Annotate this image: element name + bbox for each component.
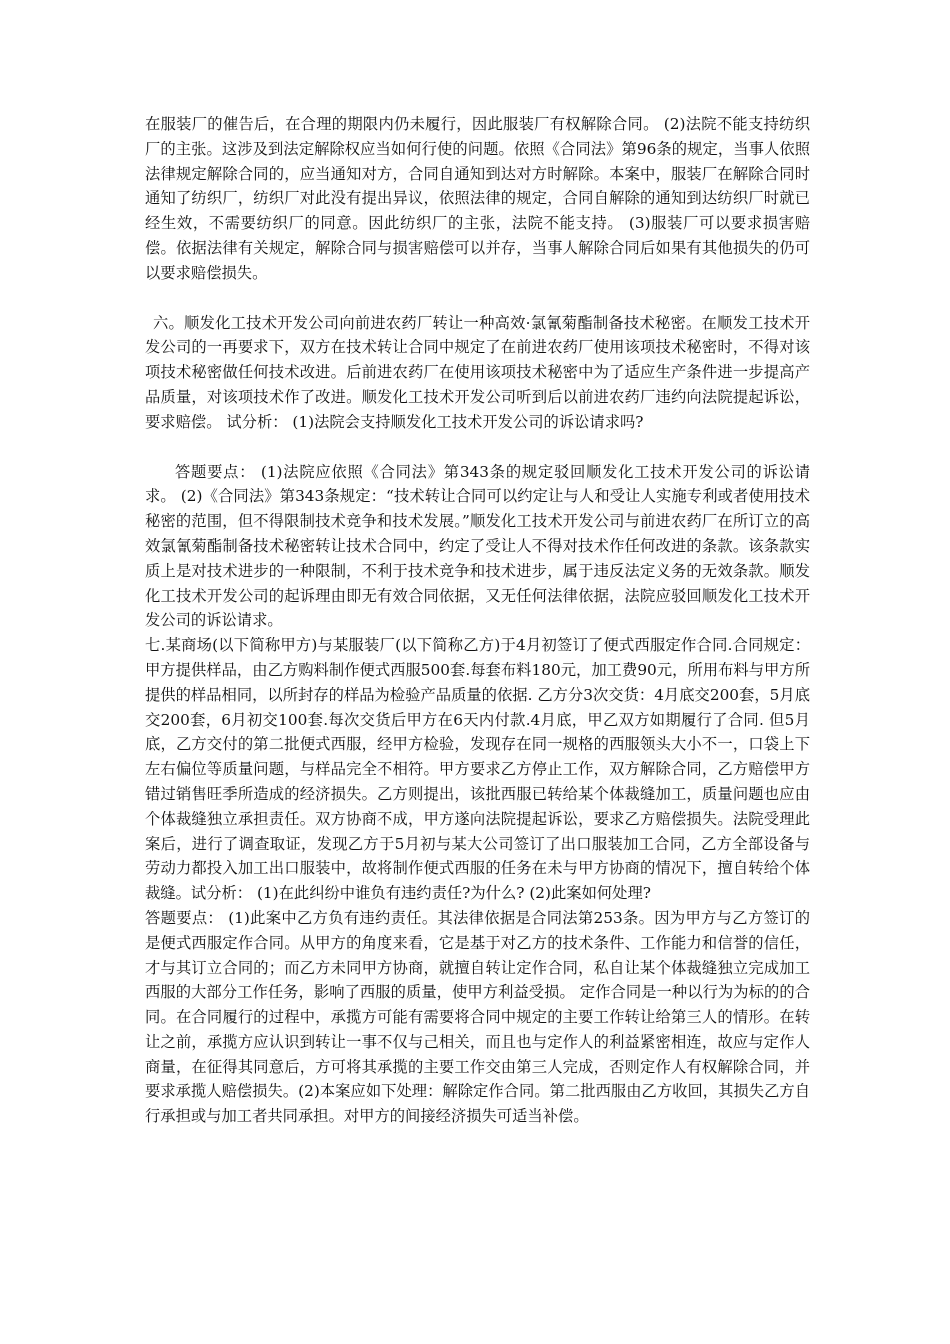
paragraph-5: 答题要点： (1)此案中乙方负有违约责任。其法律依据是合同法第253条。因为甲方与乙方签订的是便式西服定作合同。从甲方的角度来看，它是基于对乙方的技术条件、工作能力和信誉的信任，才与其订立合同的；而乙方未同甲方协商，就擅自转让定作合同，私自让某个体裁缝独立完成加工西服的大部分工作任务，影响了西服的质量，使甲方利益受损。 定作合同是一种以行为为标的的合同。在合同履行的过程中，承揽方可能有需要将合同中规定的主要工作转让给第三人的情形。在转让之前，承揽方应认识到转让一事不仅与己相关，而且也与定作人的利益紧密相连，故应与定作人商量，在征得其同意后，方可将其承揽的主要工作交由第三人完成，否则定作人有权解除合同，并要求承揽人赔偿损失。(2)本案应如下处理：解除定作合同。第二批西服由乙方收回，其损失乙方自行承担或与加工者共同承担。对甲方的间接经济损失可适当补偿。 (145, 908, 810, 1126)
paragraph-4: 七.某商场(以下简称甲方)与某服装厂(以下简称乙方)于4月初签订了便式西服定作合同.合同规定：甲方提供样品，由乙方购料制作便式西服500套.每套布料180元，加工费90元，所用布料与甲方所提供的样品相同，以所封存的样品为检验产品质量的依据. 乙方分3次交货：4月底交200套，5月底交200套，6月初交100套.每次交货后甲方在6天内付款.4月底，甲乙双方如期履行了合同. 但5月底，乙方交付的第二批便式西服，经甲方检验，发现存在同一规格的西服领头大小不一，口袋上下左右偏位等质量问题，与样品完全不相符。甲方要求乙方停止工作，双方解除合同，乙方赔偿甲方错过销售旺季所造成的经济损失。乙方则提出，该批西服已转给某个体裁缝加工，质量问题也应由个体裁缝独立承担责任。双方协商不成，甲方遂向法院提起诉讼，要求乙方赔偿损失。法院受理此案后，进行了调查取证，发现乙方于5月初与某大公司签订了出口服装加工合同，乙方全部设备与劳动力都投入加工出口服装中，故将制作便式西服的任务在未与甲方协商的情况下，擅自转给个体裁缝。试分析： (1)在此纠纷中谁负有违约责任?为什么? (2)此案如何处理? (145, 636, 810, 903)
paragraph-3: 答题要点： (1)法院应依照《合同法》第343条的规定驳回顺发化工技术开发公司的诉讼请求。 (2)《合同法》第343条规定：“技术转让合同可以约定让与人和受让人实施专利或者使用技术秘密的范围，但不得限制技术竞争和技术发展。”顺发化工技术开发公司与前进农药厂在所订立的高效氯氰菊酯制备技术秘密转让技术合同中，约定了受让人不得对技术作任何改进的条款。该条款实质上是对技术进步的一种限制，不利于技术竞争和技术进步，属于违反法定义务的无效条款。顺发化工技术开发公司的起诉理由即无有效合同依据，又无任何法律依据，法院应驳回顺发化工技术开发公司的诉讼请求。 (145, 462, 810, 630)
paragraph-spacer (145, 435, 810, 460)
paragraph-1: 在服装厂的催告后，在合理的期限内仍未履行，因此服装厂有权解除合同。 (2)法院不能支持纺织厂的主张。这涉及到法定解除权应当如何行使的问题。依照《合同法》第96条的规定，当事人依照法律规定解除合同的，应当通知对方，合同自通知到达对方时解除。本案中，服装厂在解除合同时通知了纺织厂，纺织厂对此没有提出异议，依照法律的规定，合同自解除的通知到达纺织厂时就已经生效，不需要纺织厂的同意。因此纺织厂的主张，法院不能支持。 (3)服装厂可以要求损害赔偿。依据法律有关规定，解除合同与损害赔偿可以并存，当事人解除合同后如果有其他损失的仍可以要求赔偿损失。 (145, 115, 810, 282)
paragraph-spacer (145, 286, 810, 311)
paragraph-2: 六。顺发化工技术开发公司向前进农药厂转让一种高效·氯氰菊酯制备技术秘密。在顺发工技术开发公司的一再要求下，双方在技术转让合同中规定了在前进农药厂使用该项技术秘密时，不得对该项技术秘密做任何技术改进。后前进农药厂在使用该项技术秘密中为了适应生产条件进一步提高产品质量，对该项技术作了改进。顺发化工技术开发公司听到后以前进农药厂违约向法院提起诉讼，要求赔偿。 试分析： (1)法院会支持顺发化工技术开发公司的诉讼请求吗? (145, 313, 810, 431)
document-page (145, 112, 810, 1129)
